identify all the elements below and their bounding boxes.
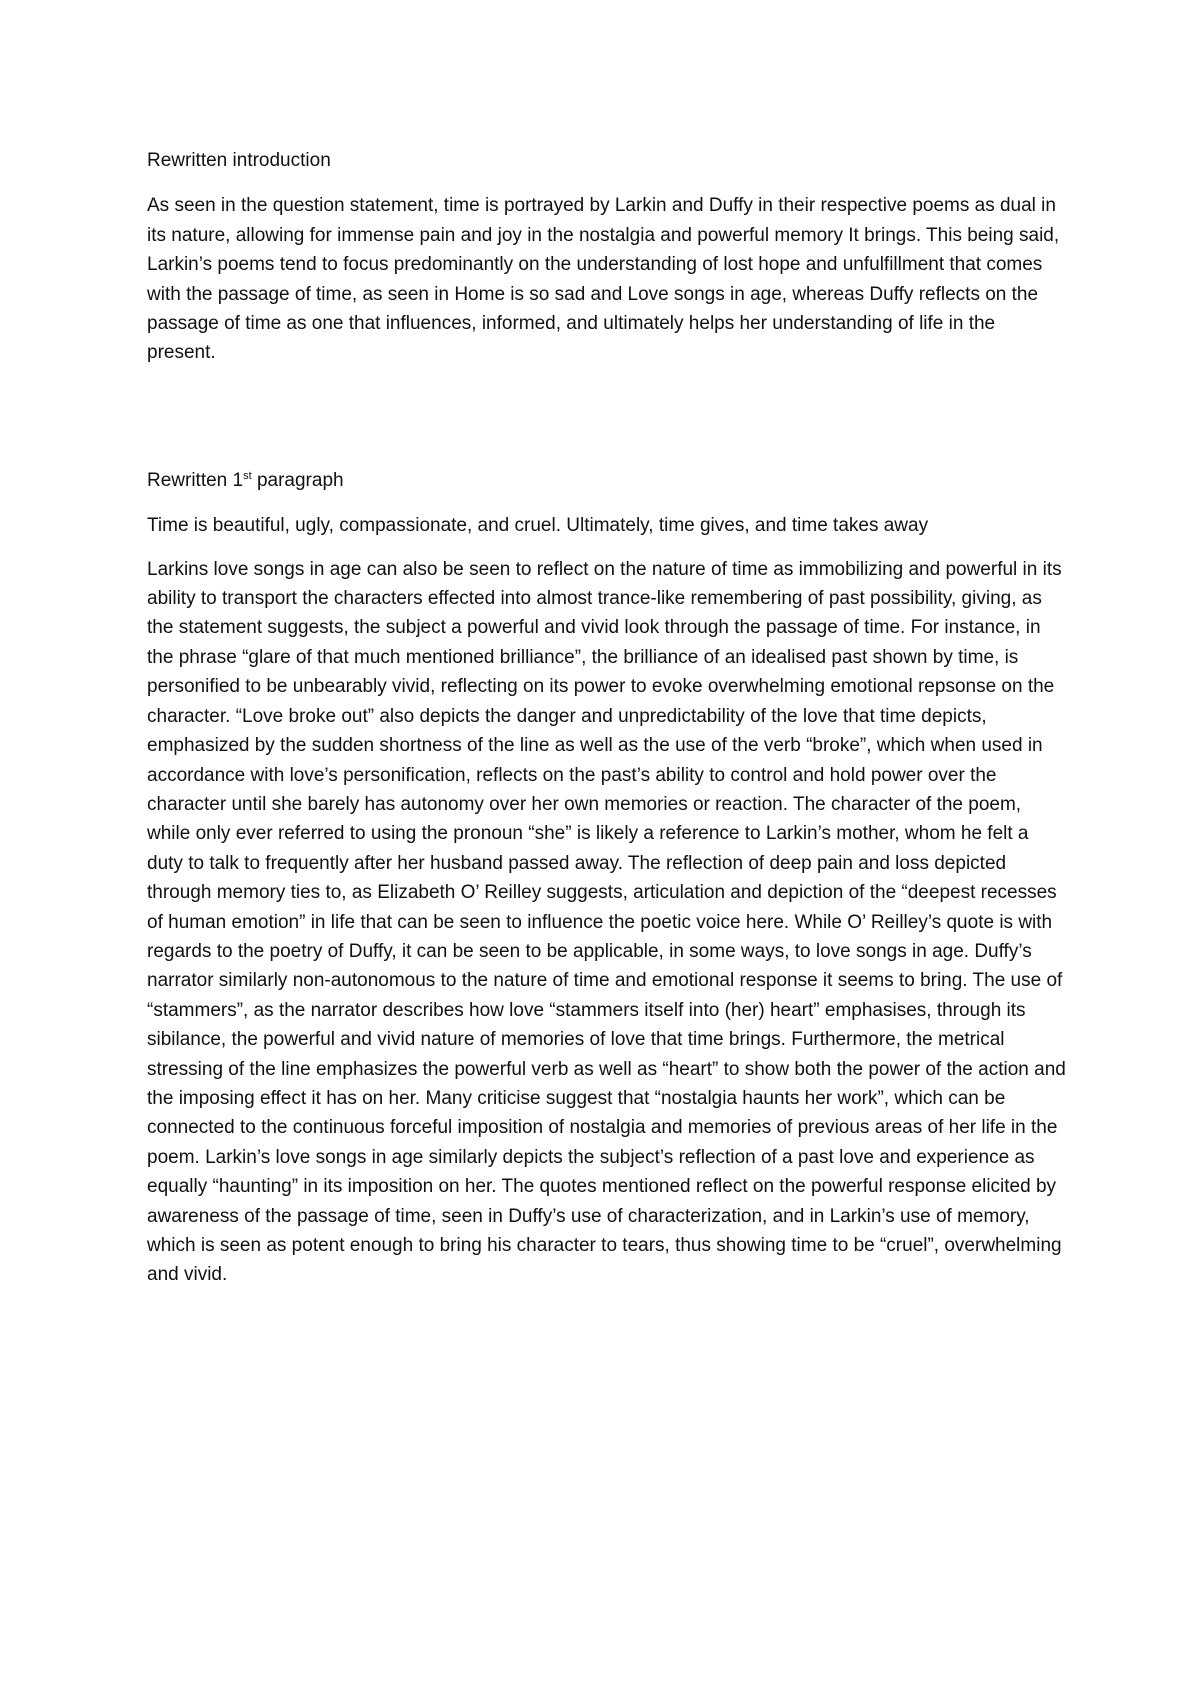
paragraph-one-heading-superscript: st [243,469,252,482]
paragraph-one-heading [147,466,1069,495]
introduction-heading: Rewritten introduction [147,150,331,171]
epigraph-line: Time is beautiful, ugly, compassionate, and cruel. Ultimately, time gives, and time takes away [147,515,929,537]
paragraph-one-heading-prefix: Rewritten 1 [147,469,244,491]
introduction-paragraph: As seen in the question statement, time is portrayed by Larkin and Duffy in their respective poems as dual in its nature, allowing for immense pain and joy in the nostalgia and powerful memory It brings. This being said, Larkin’s poems tend to focus predominantly on the understanding of lost hope and unfulfillment that comes with the passage of time, as seen in Home is so sad and Love songs in age, whereas Duffy reflects on the passage of time as one that influences, informed, and ultimately helps her understanding of life in the present. [147,195,1060,364]
body-paragraph: Larkins love songs in age can also be seen to reflect on the nature of time as immobilizing and powerful in its ability to transport the characters effected into almost trance-like remembering of past possibility, giving, as the statement suggests, the subject a powerful and vivid look through the passage of time. For instance, in the phrase “glare of that much mentioned brilliance”, the brilliance of an idealised past shown by time, is personified to be unbearably vivid, reflecting on its power to evoke overwhelming emotional repsonse on the character. “Love broke out” also depicts the danger and unpredictability of the love that time depicts, emphasized by the sudden shortness of the line as well as the use of the verb “broke”, which when used in accordance with love’s personification, reflects on the past’s ability to control and hold power over the character until she barely has autonomy over her own memories or reaction. The character of the poem, while only ever referred to using the pronoun “she” is likely a reference to Larkin’s mother, whom he felt a duty to talk to frequently after her husband passed away. The reflection of deep pain and loss depicted through memory ties to, as Elizabeth O’ Reilley suggests, articulation and depiction of the “deepest recesses of human emotion” in life that can be seen to influence the poetic voice here. While O’ Reilley’s quote is with regards to the poetry of Duffy, it can be seen to be applicable, in some ways, to love songs in age. Duffy’s narrator similarly non-autonomous to the nature of time and emotional response it seems to bring. The use of “stammers”, as the narrator describes how love “stammers itself into (her) heart” emphasises, through its sibilance, the powerful and vivid nature of memories of love that time brings. Furthermore, the metrical stressing of the line emphasizes the powerful verb as well as “heart” to show both the power of the action and the imposing effect it has on her. Many criticise suggest that “nostalgia haunts her work”, which can be connected to the continuous forceful imposition of nostalgia and memories of previous areas of her life in the poem. Larkin’s love songs in age similarly depicts the subject’s reflection of a past love and experience as equally “haunting” in its imposition on her. The quotes mentioned reflect on the powerful response elicited by awareness of the passage of time, seen in Duffy’s use of characterization, and in Larkin’s use of memory, which is seen as potent enough to bring his character to tears, thus showing time to be “cruel”, overwhelming and vivid. [147,558,1066,1286]
paragraph-one-heading-suffix: paragraph [251,469,344,491]
document-page [147,146,1069,1290]
